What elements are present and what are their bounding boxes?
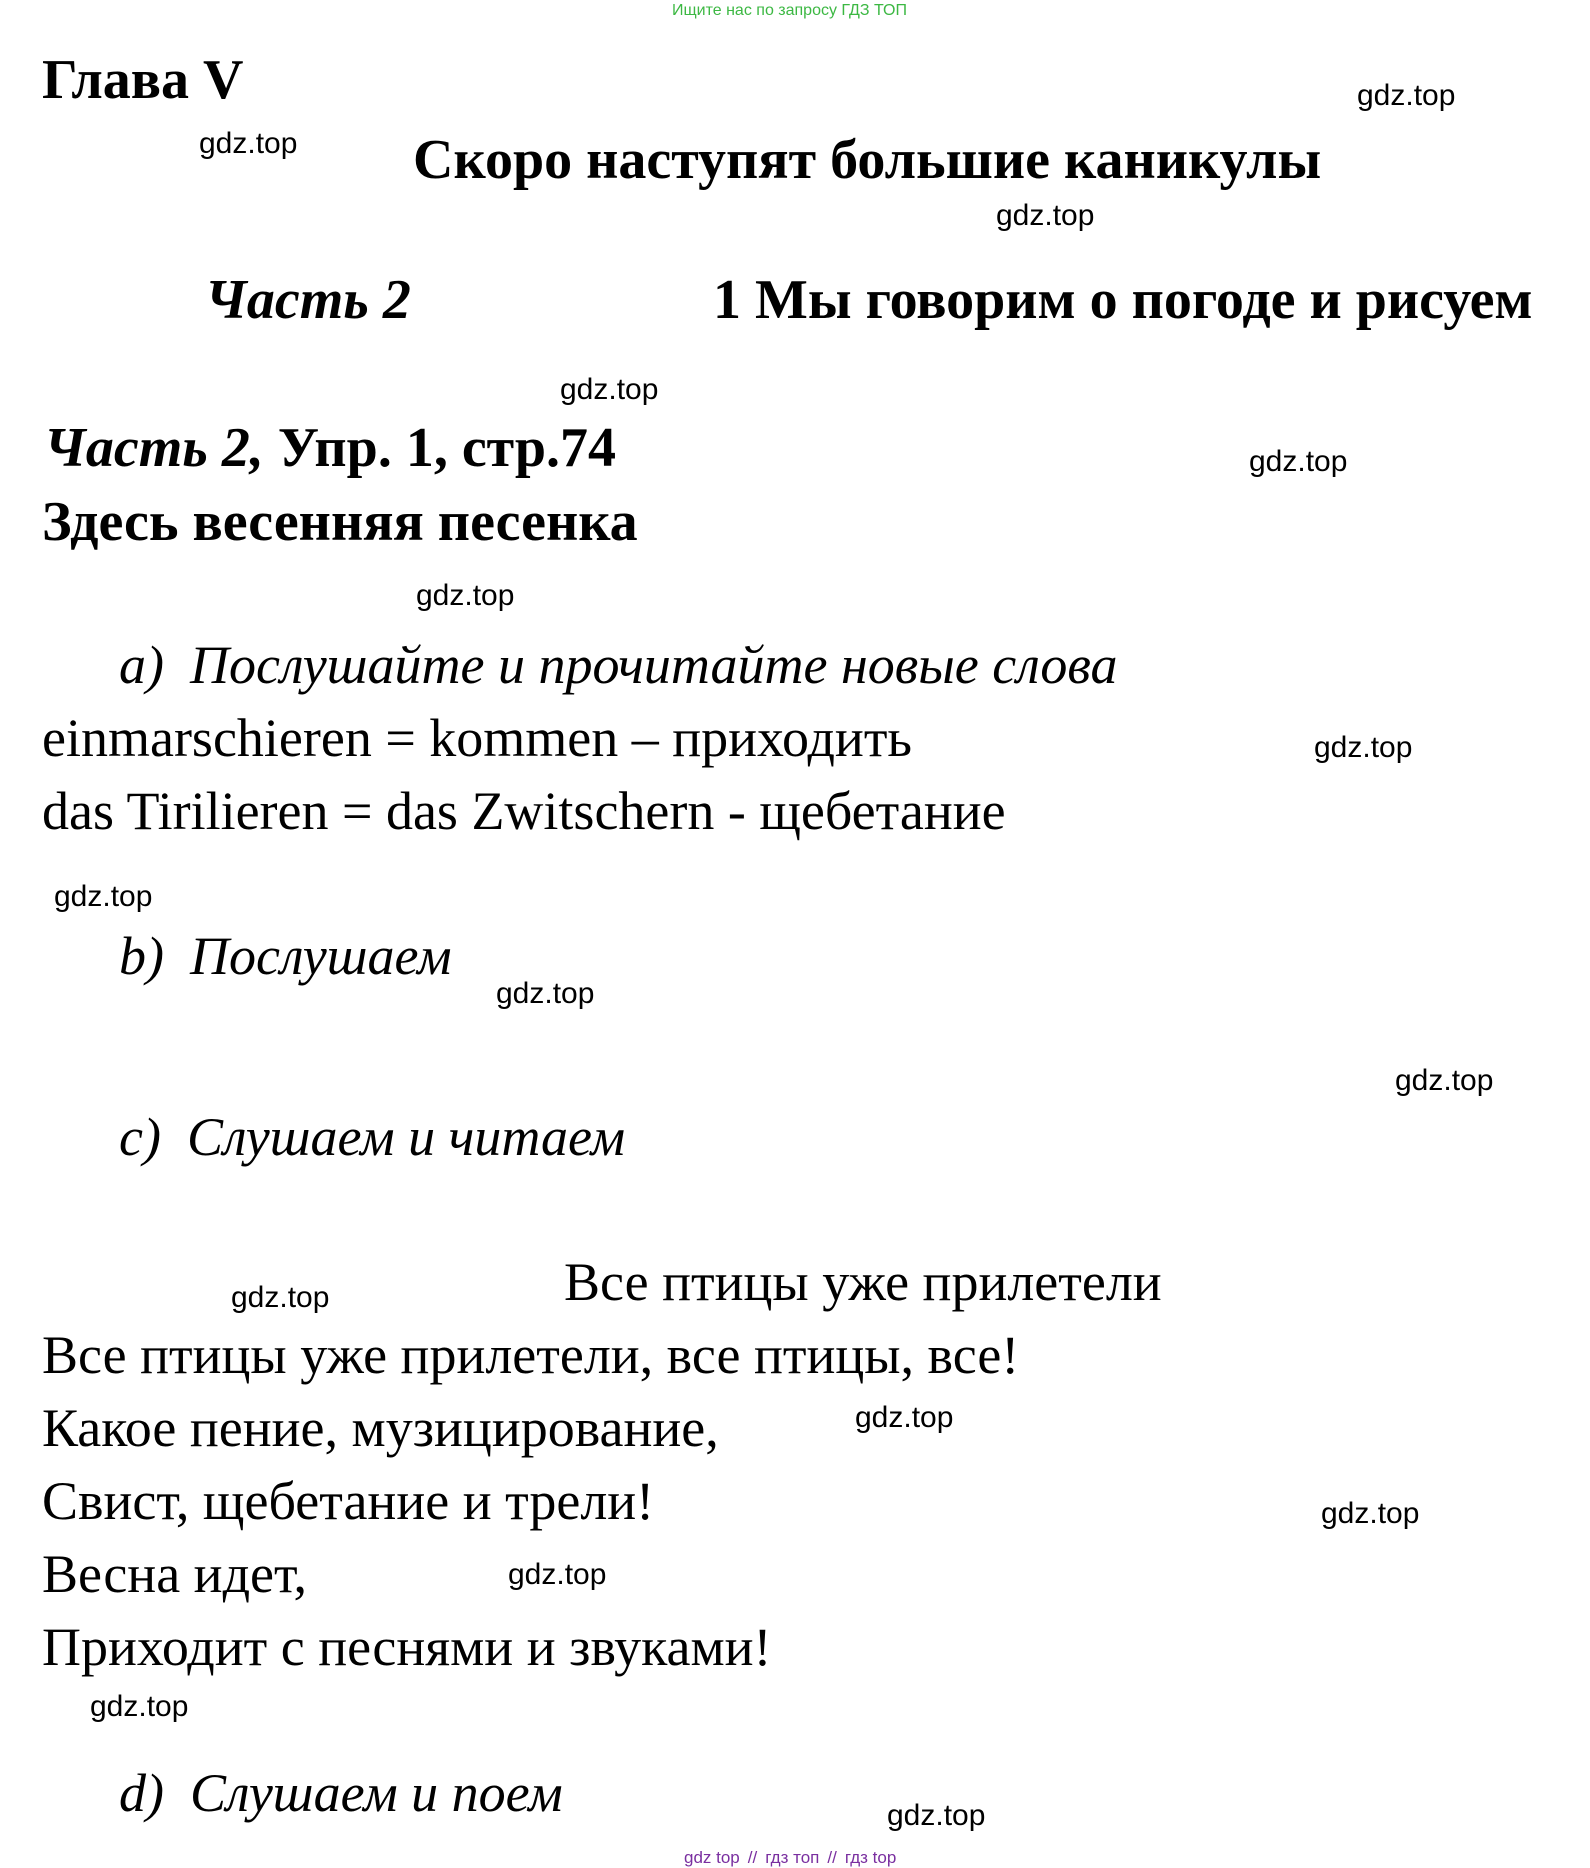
- watermark: gdz.top: [231, 1281, 330, 1314]
- poem-line: Свист, щебетание и трели!: [42, 1471, 655, 1531]
- footer-links: [684, 1848, 896, 1868]
- footer-separator: //: [827, 1848, 837, 1867]
- task-d: [119, 1762, 563, 1824]
- task-c: [119, 1106, 625, 1168]
- watermark: gdz.top: [1357, 79, 1456, 112]
- vocab-line-1: einmarschieren = kommen – приходить: [42, 708, 913, 768]
- watermark: gdz.top: [90, 1690, 189, 1723]
- task-a-letter: a): [119, 635, 164, 695]
- task-d-letter: d): [119, 1763, 164, 1823]
- footer-link[interactable]: гдз top: [844, 1848, 897, 1867]
- poem-line: Какое пение, музицирование,: [42, 1398, 719, 1458]
- task-b-letter: b): [119, 926, 164, 986]
- footer-link[interactable]: gdz top: [684, 1848, 740, 1867]
- poem-line: Все птицы уже прилетели, все птицы, все!: [42, 1325, 1020, 1385]
- watermark: gdz.top: [199, 127, 298, 160]
- top-banner: Ищите нас по запросу ГДЗ ТОП: [672, 2, 907, 19]
- exercise-heading: [44, 416, 616, 480]
- footer-link[interactable]: гдз топ: [765, 1848, 820, 1867]
- watermark: gdz.top: [496, 977, 595, 1010]
- task-b: [119, 925, 452, 987]
- vocab-line-2: das Tirilieren = das Zwitschern - щебетание: [42, 781, 1006, 841]
- exercise-ref: Упр. 1, стр.74: [263, 417, 617, 479]
- poem-title: Все птицы уже прилетели: [564, 1252, 1162, 1312]
- task-c-letter: c): [119, 1107, 161, 1167]
- watermark: gdz.top: [887, 1799, 986, 1832]
- watermark: gdz.top: [560, 373, 659, 406]
- watermark: gdz.top: [1249, 445, 1348, 478]
- task-d-text: Слушаем и поем: [189, 1763, 563, 1823]
- watermark: gdz.top: [1321, 1497, 1420, 1530]
- watermark: gdz.top: [508, 1558, 607, 1591]
- task-a-text: Послушайте и прочитайте новые слова: [189, 635, 1118, 695]
- chapter-title: Скоро наступят большие каникулы: [413, 129, 1322, 191]
- task-a: [119, 634, 1117, 696]
- chapter-heading: Глава V: [42, 49, 244, 111]
- task-b-text: Послушаем: [189, 926, 452, 986]
- poem-line: Приходит с песнями и звуками!: [42, 1617, 772, 1677]
- lesson-title: 1 Мы говорим о погоде и рисуем: [713, 269, 1533, 331]
- section-title: Здесь весенняя песенка: [42, 491, 638, 553]
- watermark: gdz.top: [54, 880, 153, 913]
- exercise-part: Часть 2,: [44, 417, 264, 479]
- part-label: Часть 2: [205, 269, 411, 331]
- footer-separator: //: [747, 1848, 758, 1867]
- watermark: gdz.top: [855, 1401, 954, 1434]
- task-c-text: Слушаем и читаем: [186, 1107, 626, 1167]
- watermark: gdz.top: [1395, 1064, 1494, 1097]
- poem-line: Весна идет,: [42, 1544, 308, 1604]
- watermark: gdz.top: [416, 579, 515, 612]
- watermark: gdz.top: [996, 199, 1095, 232]
- watermark: gdz.top: [1314, 731, 1413, 764]
